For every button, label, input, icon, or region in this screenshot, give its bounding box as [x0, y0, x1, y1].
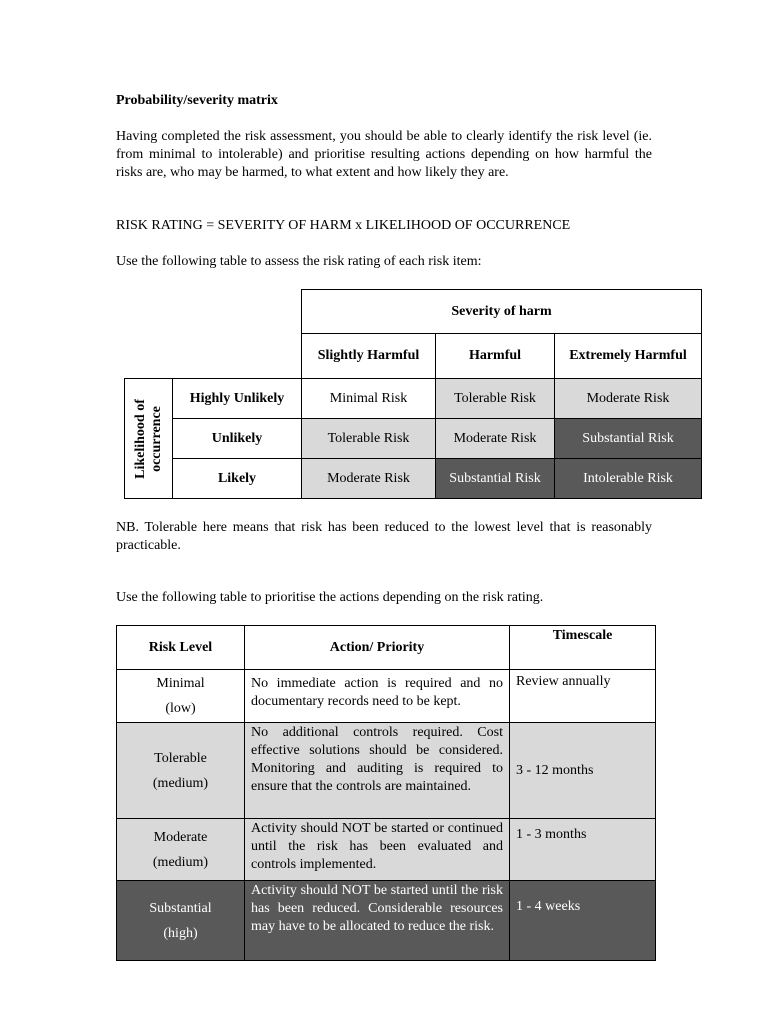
risk-level-cell	[117, 819, 245, 881]
risk-level-rating: (medium)	[152, 854, 209, 870]
matrix-intro: Use the following table to assess the risk rating of each risk item:	[116, 254, 482, 269]
header-timescale: Timescale	[510, 626, 656, 670]
matrix-cell-minimal: Minimal Risk	[301, 378, 436, 419]
priority-intro: Use the following table to prioritise the actions depending on the risk rating.	[116, 590, 544, 605]
matrix-cell-tolerable: Tolerable Risk	[301, 418, 436, 459]
matrix-cell-tolerable: Tolerable Risk	[435, 378, 555, 419]
matrix-cell-moderate: Moderate Risk	[554, 378, 702, 419]
table-row	[117, 670, 656, 723]
risk-level-rating: (low)	[165, 701, 196, 716]
action-cell: Activity should NOT be started until the risk has been reduced. Considerable resources may have to be allocated to reduce the risk.	[245, 881, 510, 961]
risk-rating-formula: RISK RATING = SEVERITY OF HARM x LIKELIHOOD OF OCCURRENCE	[116, 218, 571, 233]
severity-slightly-harmful: Slightly Harmful	[301, 333, 436, 379]
table-row	[117, 723, 656, 819]
severity-extremely-harmful: Extremely Harmful	[554, 333, 702, 379]
likelihood-unlikely: Unlikely	[172, 418, 302, 459]
likelihood-header	[124, 378, 173, 499]
action-cell: Activity should NOT be started or continued until the risk has been evaluated and controls implemented.	[245, 819, 510, 881]
risk-level-rating: (medium)	[152, 775, 209, 791]
header-action-priority: Action/ Priority	[245, 626, 510, 670]
table-row	[117, 819, 656, 881]
severity-header: Severity of harm	[301, 289, 702, 334]
risk-level-name: Minimal	[156, 676, 205, 691]
severity-harmful: Harmful	[435, 333, 555, 379]
likelihood-likely: Likely	[172, 458, 302, 499]
risk-level-name: Tolerable	[154, 750, 207, 766]
timescale-cell: 1 - 3 months	[510, 819, 656, 881]
risk-level-rating: (high)	[163, 925, 198, 941]
matrix-cell-substantial: Substantial Risk	[554, 418, 702, 459]
table-row	[117, 881, 656, 961]
matrix-cell-moderate: Moderate Risk	[435, 418, 555, 459]
risk-level-cell	[117, 881, 245, 961]
intro-paragraph: Having completed the risk assessment, you should be able to clearly identify the risk level (ie. from minimal to intolerable) and prioritise resulting actions depending on how harmful the risks are, who may be harmed, to what extent and how likely they are.	[116, 129, 652, 180]
likelihood-highly-unlikely: Highly Unlikely	[172, 378, 302, 419]
matrix-cell-intolerable: Intolerable Risk	[554, 458, 702, 499]
header-risk-level: Risk Level	[117, 626, 245, 670]
action-cell: No additional controls required. Cost effective solutions should be considered. Monitoring and auditing is required to ensure that the controls are maintained.	[245, 723, 510, 819]
page-heading: Probability/severity matrix	[116, 93, 278, 108]
nb-paragraph: NB. Tolerable here means that risk has been reduced to the lowest level that is reasonably practicable.	[116, 520, 652, 553]
risk-level-name: Substantial	[149, 900, 212, 916]
timescale-cell: 1 - 4 weeks	[510, 881, 656, 961]
action-cell: No immediate action is required and no documentary records need to be kept.	[245, 670, 510, 723]
risk-level-name: Moderate	[153, 829, 208, 845]
risk-level-cell	[117, 723, 245, 819]
matrix-cell-substantial: Substantial Risk	[435, 458, 555, 499]
matrix-cell-moderate: Moderate Risk	[301, 458, 436, 499]
timescale-cell: Review annually	[510, 670, 656, 723]
priority-table	[116, 625, 656, 961]
timescale-cell: 3 - 12 months	[510, 723, 656, 819]
risk-level-cell	[117, 670, 245, 723]
likelihood-header-text: Likelihood of occurrence	[132, 398, 164, 479]
